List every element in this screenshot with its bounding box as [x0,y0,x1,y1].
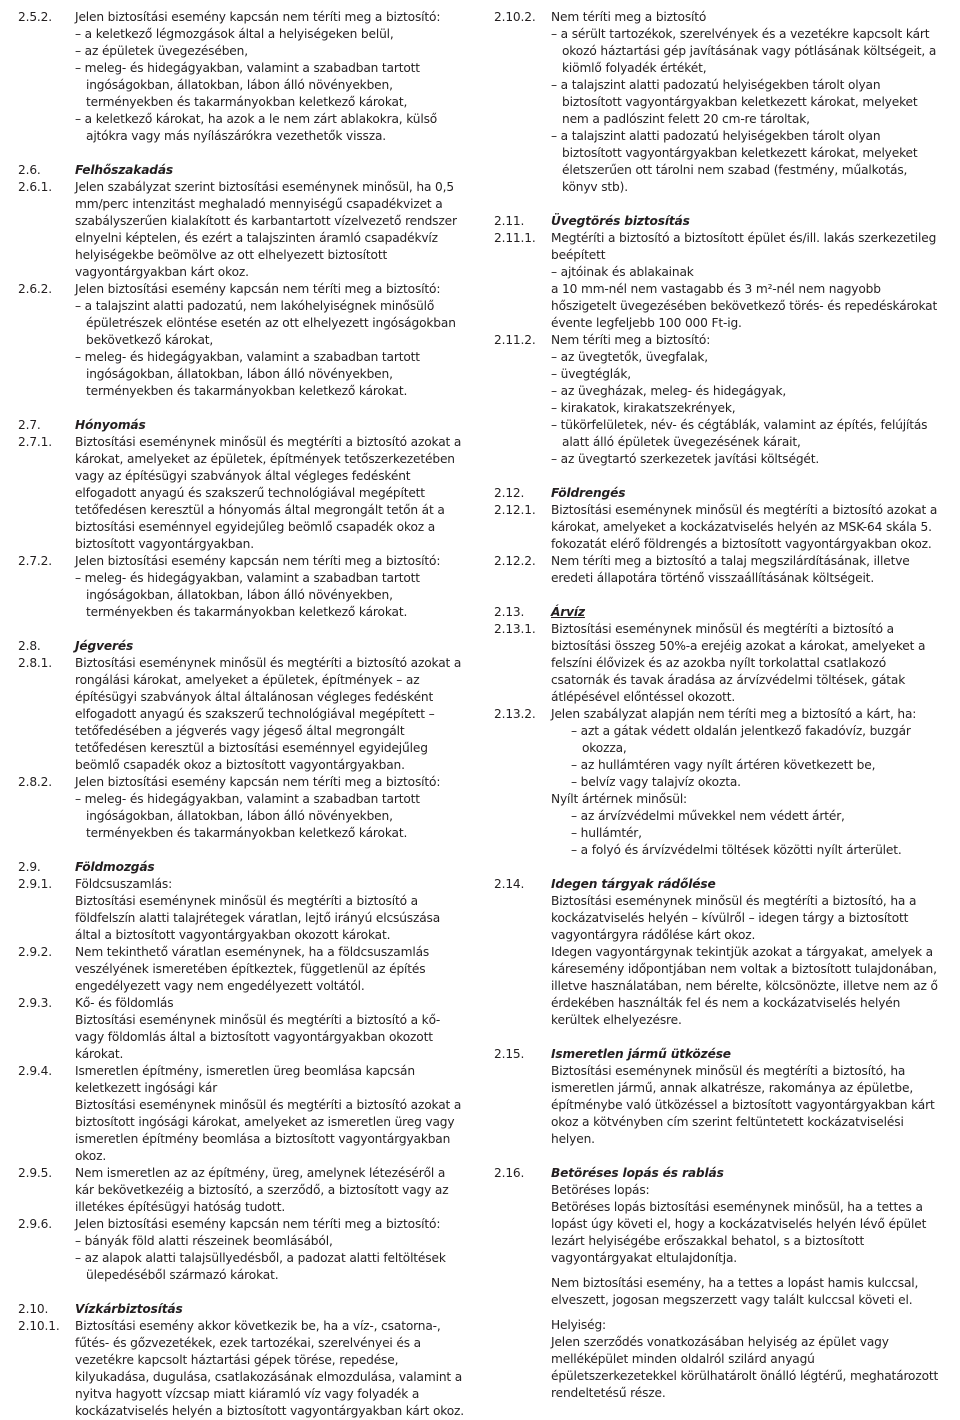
clause [18,1165,466,1216]
section-heading [18,1301,466,1318]
list-item [75,349,466,400]
paragraph-text: Jelen szabályzat alapján nem téríti meg a biztosító a kárt, ha: [551,707,917,721]
list-item [571,757,942,774]
list-item [551,264,942,281]
dash-marker: – [551,78,561,92]
dash-marker: – [75,350,85,364]
section-gap [494,468,942,485]
list-item-text: a talajszint alatti padozatú, nem lakóhelyiségnek minősülő épületrészek elöntése esetén az ott elhelyezett ingóságokban bekövetkező károkat, [84,299,456,347]
clause-number: 2.12.1. [494,503,536,517]
clause-number: 2.9.2. [18,945,52,959]
clause [18,1216,466,1284]
section-heading [18,638,466,655]
list-item [75,791,466,842]
dash-marker: – [571,758,581,772]
list-item [551,26,942,77]
paragraph-text: Nem téríti meg a biztosító a talaj megszilárdításának, illetve eredeti állapotára történő visszaállításának költségeit. [551,554,910,585]
clause-body [75,179,466,281]
clause-body [75,1301,466,1318]
list-item-text: üvegtéglák, [560,367,631,381]
clause-number: 2.9.6. [18,1217,52,1231]
clause-number: 2.8. [18,639,41,653]
list-item-text: bányák föld alatti részeinek beomlásából, [84,1234,333,1248]
paragraph-text: Biztosítási eseménynek minősül és megtéríti a biztosító, ha ismeretlen jármű, annak alkatrésze, rakománya az épületbe, építménybe való ütközéssel a biztosított vagyontárgyakban kárt okoz a kötvényben cím szerint feltüntetett kockázatviselési helyen. [551,1064,935,1146]
clause-body [551,553,942,587]
paragraph-text: Jelen szabályzat szerint biztosítási eseménynek minősül, ha 0,5 mm/perc intenzitást meghaladó mennyiségű csapadékvizet a szabályszerűen kialakított és karbantartott vízelvezető rendszer elnyelni képtelen, és ezért a talajszinten áramló csapadékvíz helyiségekbe beömölve az ott elhelyezett biztosított vagyontárgyakban kárt okoz. [75,180,457,279]
paragraph-text: Földcsuszamlás: [75,877,173,891]
list-item-text: a talajszint alatti padozatú helyiségekben tárolt olyan biztosított vagyontárgyakban keletkezett károkat, melyeket életszerűen ott tárolni nem szabad (festmény, műalkotás, könyv stb). [560,129,918,194]
section-gap [18,621,466,638]
paragraph-text: a 10 mm-nél nem vastagabb és 3 m²-nél nem nagyobb hőszigetelt üvegezésében bekövetkező törés- és repedéskárokat évente legfeljebb 100 000 Ft-ig. [551,282,938,330]
paragraph-text: Biztosítási eseménynek minősül és megtéríti a biztosító azokat a károkat, amelyeket a kockázatviselés helyén az MSK-64 skála 5. fokozatát elérő földrengés a biztosított vagyontárgyakban okoz. [551,503,938,551]
clause-number: 2.9. [18,860,41,874]
heading-title: Üvegtörés biztosítás [551,214,690,228]
heading-title: Felhőszakadás [75,163,174,177]
clause-body [75,417,466,434]
dash-marker: – [75,61,85,75]
list-item [75,1233,466,1250]
clause [494,706,942,859]
paragraph-text: Helyiség: [551,1318,606,1332]
clause-number: 2.6.1. [18,180,52,194]
clause [494,1182,942,1402]
list-item-text: az hullámtéren vagy nyílt ártéren következett be, [580,758,876,772]
clause-body [551,502,942,553]
list-item [571,842,942,859]
clause [18,774,466,842]
paragraph-text: Nem tekinthető váratlan eseménynek, ha a földcsuszamlás veszélyének ismeretében építkeztek, függetlenül az építés engedélyezett vagy nem engedélyezett voltától. [75,945,430,993]
dash-marker: – [75,112,85,126]
list-item [571,723,942,757]
clause [18,655,466,774]
clause-body [551,706,942,859]
clause-number: 2.10.2. [494,10,536,24]
clause-number: 2.8.2. [18,775,52,789]
clause [18,995,466,1063]
section-gap [18,1284,466,1301]
list-item [551,451,942,468]
clause [18,179,466,281]
clause-body [75,655,466,774]
dash-marker: – [551,265,561,279]
paragraph-text: Nem téríti meg a biztosító: [551,333,711,347]
list-item [75,43,466,60]
clause-body [75,1165,466,1216]
clause-body [551,230,942,332]
clause-body [75,1318,466,1420]
dash-marker: – [551,27,561,41]
clause-body [75,281,466,400]
clause [494,553,942,587]
list-item-text: kirakatok, kirakatszekrények, [560,401,736,415]
dash-marker: – [571,843,581,857]
dash-marker: – [75,1251,85,1265]
dash-marker: – [551,384,561,398]
list-item-text: a keletkező károkat, ha azok a le nem zárt ablakokra, külső ajtókra vagy más nyílászárókra vezethetők vissza. [84,112,438,143]
clause-number: 2.13.1. [494,622,536,636]
clause-number: 2.13. [494,605,525,619]
list-item-text: a talajszint alatti padozatú helyiségekben tárolt olyan biztosított vagyontárgyakban keletkezett károkat, melyeket nem a padlószint felett 20 cm-re tároltak, [560,78,918,126]
paragraph-text: Ismeretlen építmény, ismeretlen üreg beomlása kapcsán keletkezett ingósági kár [75,1064,415,1095]
clause-body [75,876,466,944]
list-item-text: az árvízvédelmi művekkel nem védett ártér, [580,809,845,823]
list-item-text: meleg- és hidegágyakban, valamint a szabadban tartott ingóságokban, állatokban, lábon álló növényekben, terményekben és takarmányokban keletkező károkat. [84,350,420,398]
clause-body [551,876,942,893]
heading-title: Árvíz [551,605,585,619]
clause-body [551,1182,942,1402]
clause-number: 2.14. [494,877,525,891]
paragraph-text: Jelen biztosítási esemény kapcsán nem téríti meg a biztosító: [75,1217,441,1231]
paragraph-text: Megtéríti a biztosító a biztosított épület és/ill. lakás szerkezetileg beépített [551,231,937,262]
paragraph-text: Biztosítási eseménynek minősül és megtéríti a biztosító a biztosítási összeg 50%-a erejéig azokat a károkat, amelyeket a felszíni élővizek és az azokba nyílt torkolattal csatlakozó csatornák és tavak áradása az árvízvédelmi töltések, gátak átlépésével előntéssel okozott. [551,622,926,704]
clause [494,9,942,196]
clause [18,1063,466,1165]
list-item-text: meleg- és hidegágyakban, valamint a szabadban tartott ingóságokban, állatokban, lábon álló növényekben, terményekben és takarmányokban keletkező károkat. [84,571,420,619]
clause-number: 2.6.2. [18,282,52,296]
clause-body [551,213,942,230]
clause [494,332,942,468]
list-item-text: az üvegtartó szerkezetek javítási költségét. [560,452,820,466]
list-item [75,1250,466,1284]
clause-number: 2.11.1. [494,231,536,245]
section-gap [18,842,466,859]
list-item [75,111,466,145]
clause-body [75,162,466,179]
clause-body [551,893,942,1029]
dash-marker: – [75,1234,85,1248]
clause [18,876,466,944]
paragraph-text: Biztosítási eseménynek minősül és megtéríti a biztosító a kő- vagy földomlás által a biztosított vagyontárgyakban okozott károkat. [75,1013,441,1061]
clause [18,553,466,621]
dash-marker: – [551,401,561,415]
section-heading [18,859,466,876]
list-item-text: az üvegtetők, üvegfalak, [560,350,709,364]
dash-marker: – [75,27,85,41]
list-item [551,77,942,128]
dash-marker: – [551,129,561,143]
list-item-text: az épületek üvegezésében, [84,44,248,58]
paragraph-text: Biztosítási eseménynek minősül és megtéríti a biztosító a földfelszín alatti talajrétegek váratlan, lejtő irányú elcsúszása által a biztosított vagyontárgyakban okozott károkat. [75,894,441,942]
paragraph-text: Biztosítási eseménynek minősül és megtéríti a biztosító, ha a kockázatviselés helyén – kívülről – idegen tárgy a biztosított vagyontárgyra rádőlése kárt okoz. [551,894,917,942]
clause [18,944,466,995]
dash-marker: – [551,418,561,432]
section-heading [494,485,942,502]
section-gap [494,196,942,213]
list-item [551,383,942,400]
clause-number: 2.8.1. [18,656,52,670]
list-item [571,808,942,825]
paragraph-text: Nyílt ártérnek minősül: [551,792,688,806]
section-gap [494,859,942,876]
heading-title: Földrengés [551,486,626,500]
list-item [571,825,942,842]
clause-number: 2.11. [494,214,525,228]
section-heading [494,1165,942,1182]
heading-title: Betöréses lopás és rablás [551,1166,724,1180]
paragraph-text: Betöréses lopás: [551,1183,650,1197]
clause-body [75,1063,466,1165]
section-heading [494,876,942,893]
clause-body [551,485,942,502]
section-heading [18,417,466,434]
clause-body [551,332,942,468]
heading-title: Vízkárbiztosítás [75,1302,183,1316]
section-gap [494,587,942,604]
clause-number: 2.12. [494,486,525,500]
clause [18,9,466,145]
clause-body [75,995,466,1063]
dash-marker: – [571,724,581,738]
clause-number: 2.13.2. [494,707,536,721]
section-heading [494,604,942,621]
clause-body [551,1046,942,1063]
list-item [551,366,942,383]
paragraph-text: Jelen biztosítási esemény kapcsán nem téríti meg a biztosító: [75,775,441,789]
section-gap [18,400,466,417]
left-column [18,9,466,1420]
dash-marker: – [551,367,561,381]
list-item [75,570,466,621]
list-item [551,128,942,196]
list-item [75,298,466,349]
heading-title: Ismeretlen jármű ütközése [551,1047,731,1061]
clause-body [75,638,466,655]
section-heading [18,162,466,179]
paragraph-text: Jelen szerződés vonatkozásában helyiség az épület vagy melléképület minden oldalról szilárd anyagú épületszerkezetekkel körülhatárolt önálló légtérű, meghatározott rendeltetésű része. [551,1335,939,1400]
list-item-text: az alapok alatti talajsüllyedésből, a padozat alatti feltöltések ülepedéséből származó károkat. [84,1251,446,1282]
list-item-text: a folyó és árvízvédelmi töltések közötti nyílt árterület. [580,843,902,857]
dash-marker: – [75,44,85,58]
list-item-text: meleg- és hidegágyakban, valamint a szabadban tartott ingóságokban, állatokban, lábon álló növényekben, terményekben és takarmányokban keletkező károkat, [84,61,420,109]
section-heading [494,1046,942,1063]
list-item-text: azt a gátak védett oldalán jelentkező fakadóvíz, buzgár okozza, [580,724,911,755]
clause-number: 2.16. [494,1166,525,1180]
dash-marker: – [75,571,85,585]
clause-number: 2.6. [18,163,41,177]
clause-number: 2.5.2. [18,10,52,24]
clause-body [75,434,466,553]
clause-body [75,9,466,145]
dash-marker: – [571,809,581,823]
clause-number: 2.12.2. [494,554,536,568]
paragraph-text: Kő- és földomlás [75,996,174,1010]
paragraph-text: Nem téríti meg a biztosító [551,10,707,24]
clause-body [75,553,466,621]
clause-number: 2.9.4. [18,1064,52,1078]
paragraph-text: Jelen biztosítási esemény kapcsán nem téríti meg a biztosító: [75,10,441,24]
clause [494,1063,942,1148]
clause-body [75,1216,466,1284]
list-item [551,417,942,451]
paragraph-gap [551,1267,942,1275]
list-item-text: ajtóinak és ablakainak [560,265,694,279]
clause [494,893,942,1029]
heading-title: Földmozgás [75,860,155,874]
clause-body [551,1165,942,1182]
list-item-text: a sérült tartozékok, szerelvények és a vezetékre kapcsolt kárt okozó háztartási gép javításának vagy pótlásának költségeit, a kiömlő folyadék értékét, [560,27,937,75]
list-item-text: hullámtér, [580,826,642,840]
clause-body [551,604,942,621]
section-heading [494,213,942,230]
clause [494,621,942,706]
clause-number: 2.11.2. [494,333,536,347]
list-item [551,400,942,417]
clause [18,434,466,553]
clause [494,502,942,553]
paragraph-text: Idegen vagyontárgynak tekintjük azokat a tárgyakat, amelyek a káresemény időpontjában nem voltak a biztosított tulajdonában, illetve használatában, nem bérelte, kölcsönözte, illetve nem az ő érdekében használták fel és nem a kockázatviselés helyén kerültek elhelyezésre. [551,945,938,1027]
heading-title: Idegen tárgyak rádőlése [551,877,716,891]
clause-body [75,859,466,876]
clause-body [75,774,466,842]
section-gap [18,145,466,162]
heading-title: Jégverés [75,639,134,653]
list-item-text: az üvegházak, meleg- és hidegágyak, [560,384,787,398]
clause [494,230,942,332]
paragraph-text: Jelen biztosítási esemény kapcsán nem téríti meg a biztosító: [75,554,441,568]
list-item-text: meleg- és hidegágyakban, valamint a szabadban tartott ingóságokban, állatokban, lábon álló növényekben, terményekben és takarmányokban keletkező károkat. [84,792,420,840]
list-item [75,26,466,43]
paragraph-text: Betöréses lopás biztosítási eseménynek minősül, ha a tettes a lopást úgy követi el, hogy a kockázatviselés helyén lévő épület lezárt helyiségébe erőszakkal behatol, s a biztosított vagyontárgyakat eltulajdonítja. [551,1200,927,1265]
clause-body [75,944,466,995]
clause-number: 2.9.1. [18,877,52,891]
clause-number: 2.15. [494,1047,525,1061]
dash-marker: – [75,792,85,806]
dash-marker: – [571,826,581,840]
dash-marker: – [75,299,85,313]
paragraph-text: Jelen biztosítási esemény kapcsán nem téríti meg a biztosító: [75,282,441,296]
clause [18,1318,466,1420]
clause-body [551,621,942,706]
list-item [551,349,942,366]
paragraph-text: Biztosítási esemény akkor következik be, ha a víz-, csatorna-, fűtés- és gőzvezetékek, ezek tartozékai, szerelvényei és a vezetékre kapcsolt háztartási gépek törése, repedése, kilyukadása, dugulása, csatlakozásának elmozdulása, valamint a nyitva hagyott vízcsap miatt kiáramló víz vagy folyadék a kockázatviselés helyén a biztosított vagyontárgyakban kárt okoz. [75,1319,465,1418]
clause-body [551,9,942,196]
list-item-text: a keletkező légmozgások által a helyiségeken belül, [84,27,394,41]
list-item [75,60,466,111]
clause-number: 2.7.2. [18,554,52,568]
clause-number: 2.7.1. [18,435,52,449]
paragraph-text: Biztosítási eseménynek minősül és megtéríti a biztosító azokat a károkat, amelyeket az épületek, építmények tetőszerkezetében vagy az építésügyi szabványok által végleges fedésként elfogadott anyagú és szakszerű technológiával megépített tetőfedésen keresztül a hónyomás által megrongált tetőn át a biztosítási eseménnyel egyidejűleg beömlő csapadék okoz a biztosított vagyontárgyakban. [75,435,462,551]
list-item-text: belvíz vagy talajvíz okozta. [580,775,741,789]
clause [18,281,466,400]
clause-number: 2.9.3. [18,996,52,1010]
dash-marker: – [551,452,561,466]
paragraph-gap [551,1309,942,1317]
heading-title: Hónyomás [75,418,146,432]
paragraph-text: Nem biztosítási esemény, ha a tettes a lopást hamis kulccsal, elveszett, jogosan megszerzett vagy talált kulccsal követi el. [551,1276,919,1307]
list-item-text: tükörfelületek, név- és cégtáblák, valamint az építés, felújítás alatt álló épületek üvegezésének kárait, [560,418,928,449]
section-gap [494,1029,942,1046]
paragraph-text: Biztosítási eseménynek minősül és megtéríti a biztosító azokat a rongálási károkat, amelyeket a épületek, építmények – az építésügyi szabványok által általánosan végleges fedésként elfogadott anyagú és szakszerű technológiával megépített – tetőfedésében a jégverés vagy jégeső által megrongált tetőfedésen keresztül a biztosítási eseménnyel egyidejűleg beömlő csapadék okoz a biztosított vagyontárgyakban. [75,656,462,772]
clause-number: 2.10. [18,1302,49,1316]
clause-number: 2.10.1. [18,1319,60,1333]
section-gap [494,1148,942,1165]
paragraph-text: Biztosítási eseménynek minősül és megtéríti a biztosító azokat a biztosított ingósági károkat, amelyeket az ismeretlen üreg vagy ismeretlen építmény beomlása a biztosított vagyontárgyakban okoz. [75,1098,462,1163]
dash-marker: – [571,775,581,789]
dash-marker: – [551,350,561,364]
paragraph-text: Nem ismeretlen az az építmény, üreg, amelynek létezéséről a kár bekövetkezéig a biztosító, a szerződő, a biztosított vagy az illetékes építésügyi hatóság tudott. [75,1166,449,1214]
clause-number: 2.7. [18,418,41,432]
clause-number: 2.9.5. [18,1166,52,1180]
list-item [571,774,942,791]
right-column [494,9,942,1402]
clause-body [551,1063,942,1148]
